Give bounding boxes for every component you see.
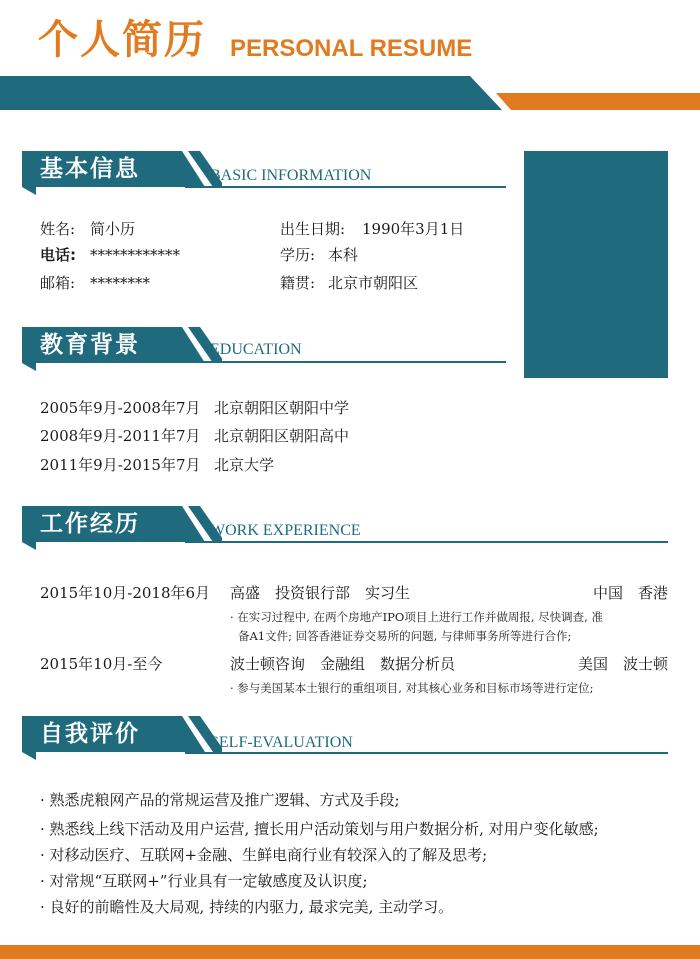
self-eval-item: · 熟悉虎粮网产品的常规运营及推广逻辑、方式及手段; <box>40 791 400 809</box>
footer-band <box>0 945 700 959</box>
birth-value: 1990年3月1日 <box>362 220 465 238</box>
edu-period: 2008年9月-2011年7月 <box>40 427 201 445</box>
name-label: 姓名: <box>40 220 76 238</box>
phone-value: ************ <box>90 246 180 264</box>
section-subtitle-work: WORK EXPERIENCE <box>210 522 361 539</box>
email-value: ******** <box>90 274 150 292</box>
work-detail-line: 备A1文件; 回答香港证券交易所的问题, 与律师事务所等进行合作; <box>238 629 572 643</box>
edu-period: 2011年9月-2015年7月 <box>40 456 201 474</box>
section-divider <box>185 541 668 543</box>
resume-title-en: PERSONAL RESUME <box>230 35 473 62</box>
self-eval-item: · 对移动医疗、互联网+金融、生鲜电商行业有较深入的了解及思考; <box>40 846 488 864</box>
birth-label: 出生日期: <box>280 220 346 238</box>
section-title-self-eval: 自我评价 <box>40 721 140 747</box>
email-label: 邮箱: <box>40 274 76 292</box>
native-value: 北京市朝阳区 <box>328 274 419 292</box>
section-header-education <box>22 327 202 369</box>
name-value: 简小历 <box>90 220 136 238</box>
work-company: 高盛 投资银行部 实习生 <box>230 584 411 602</box>
work-company: 波士顿咨询 金融组 数据分析员 <box>230 655 456 673</box>
phone-label: 电话: <box>40 246 76 264</box>
self-eval-item: · 对常规“互联网+”行业具有一定敏感度及认识度; <box>40 872 368 890</box>
photo-placeholder <box>524 151 668 378</box>
work-detail-line: · 参与美国某本土银行的重组项目, 对其核心业务和目标市场等进行定位; <box>230 681 594 695</box>
edu-school: 北京大学 <box>214 456 275 474</box>
header-band <box>0 76 700 112</box>
edu-level-label: 学历: <box>280 246 316 264</box>
edu-school: 北京朝阳区朝阳高中 <box>214 427 350 445</box>
section-divider <box>185 186 506 188</box>
edu-level-value: 本科 <box>328 246 359 264</box>
work-detail-line: · 在实习过程中, 在两个房地产IPO项目上进行工作并做周报, 尽快调查, 准 <box>230 610 603 624</box>
work-period: 2015年10月-2018年6月 <box>40 584 211 602</box>
work-location: 中国 香港 <box>592 584 668 602</box>
self-eval-item: · 熟悉线上线下活动及用户运营, 擅长用户活动策划与用户数据分析, 对用户变化敏感; <box>40 820 599 838</box>
section-subtitle-self-eval: SELF-EVALUATION <box>210 734 353 751</box>
section-subtitle-basic: BASIC INFORMATION <box>210 167 372 184</box>
section-header-self-eval <box>22 716 202 758</box>
section-divider <box>185 361 506 363</box>
native-label: 籍贯: <box>280 274 316 292</box>
resume-title-cn: 个人简历 <box>38 17 206 63</box>
section-header-work <box>22 506 202 548</box>
section-title-work: 工作经历 <box>40 511 140 537</box>
work-location: 美国 波士顿 <box>577 655 668 673</box>
edu-school: 北京朝阳区朝阳中学 <box>214 399 350 417</box>
section-divider <box>185 752 668 754</box>
section-title-basic: 基本信息 <box>40 156 140 182</box>
section-subtitle-education: EDUCATION <box>210 341 302 358</box>
work-period: 2015年10月-至今 <box>40 655 163 673</box>
section-header-basic <box>22 151 202 193</box>
section-title-education: 教育背景 <box>40 332 140 358</box>
edu-period: 2005年9月-2008年7月 <box>40 399 201 417</box>
self-eval-item: · 良好的前瞻性及大局观, 持续的内驱力, 最求完美, 主动学习。 <box>40 898 454 916</box>
